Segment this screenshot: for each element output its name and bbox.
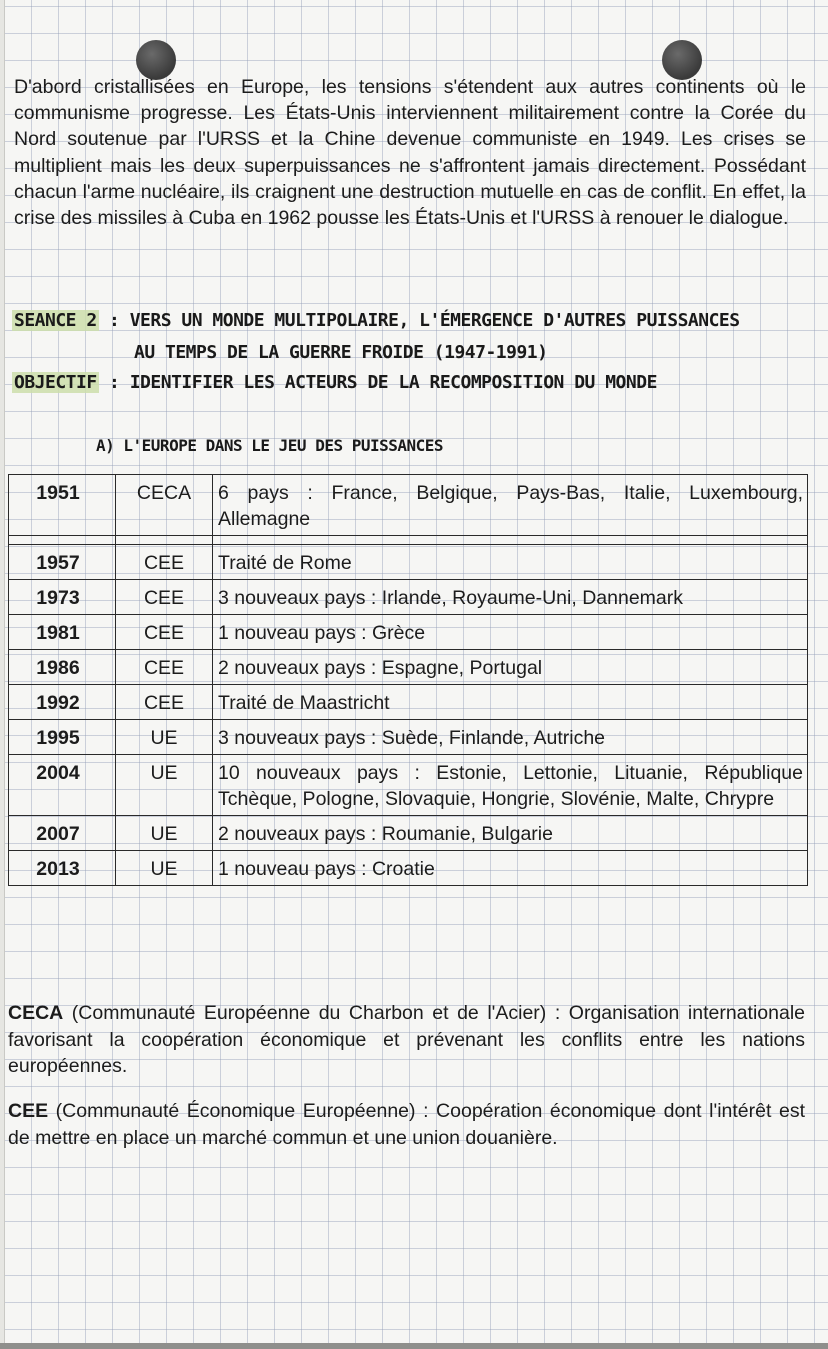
europe-timeline-table — [8, 474, 808, 886]
description-cell: 3 nouveaux pays : Irlande, Royaume-Uni, Dannemark — [213, 580, 808, 615]
section-a-heading: A) L'EUROPE DANS LE JEU DES PUISSANCES — [96, 436, 444, 455]
year-cell: 1981 — [9, 615, 116, 650]
definition-ceca — [8, 1000, 805, 1080]
spacer-cell — [116, 536, 213, 545]
year-cell: 2013 — [9, 851, 116, 886]
organization-cell: UE — [116, 720, 213, 755]
definition-cee-text: (Communauté Économique Européenne) : Coopération économique dont l'intérêt est de mettre en place un marché commun et une union douanière. — [8, 1100, 805, 1149]
description-cell: 1 nouveau pays : Croatie — [213, 851, 808, 886]
table-row — [9, 475, 808, 536]
organization-cell: UE — [116, 755, 213, 816]
table-row — [9, 650, 808, 685]
objectif-heading — [12, 372, 657, 393]
year-cell: 2007 — [9, 816, 116, 851]
seance-heading — [12, 310, 740, 331]
table-row — [9, 580, 808, 615]
table-row — [9, 755, 808, 816]
intro-paragraph: D'abord cristallisées en Europe, les tensions s'étendent aux autres continents où le communisme progresse. Les États-Unis interviennent militairement contre la Corée du Nord soutenue par l'URSS et la Chine devenue communiste en 1949. Les crises se multiplient mais les deux superpuissances ne s'affrontent jamais directement. Possédant chacun l'arme nucléaire, ils craignent une destruction mutuelle en cas de conflit. En effet, la crise des missiles à Cuba en 1962 pousse les États-Unis et l'URSS à renouer le dialogue. — [14, 76, 806, 230]
definition-cee-term: CEE — [8, 1100, 49, 1122]
description-cell: 2 nouveaux pays : Roumanie, Bulgarie — [213, 816, 808, 851]
definition-ceca-term: CECA — [8, 1002, 64, 1024]
organization-cell: CEE — [116, 545, 213, 580]
year-cell: 2004 — [9, 755, 116, 816]
seance-label: SEANCE 2 — [14, 310, 97, 331]
organization-cell: CEE — [116, 685, 213, 720]
organization-cell: UE — [116, 816, 213, 851]
organization-cell: CEE — [116, 615, 213, 650]
organization-cell: CEE — [116, 580, 213, 615]
year-cell: 1973 — [9, 580, 116, 615]
year-cell: 1995 — [9, 720, 116, 755]
seance-separator: : — [98, 310, 130, 331]
description-cell: Traité de Rome — [213, 545, 808, 580]
table-row — [9, 615, 808, 650]
year-cell: 1986 — [9, 650, 116, 685]
description-cell: 3 nouveaux pays : Suède, Finlande, Autriche — [213, 720, 808, 755]
table-row — [9, 545, 808, 580]
organization-cell: UE — [116, 851, 213, 886]
table-spacer-row — [9, 536, 808, 545]
seance-title-line2: AU TEMPS DE LA GUERRE FROIDE (1947-1991) — [134, 342, 548, 363]
year-cell: 1957 — [9, 545, 116, 580]
objectif-text: IDENTIFIER LES ACTEURS DE LA RECOMPOSITION DU MONDE — [129, 372, 657, 393]
objectif-label: OBJECTIF — [14, 372, 97, 393]
year-cell: 1992 — [9, 685, 116, 720]
table-row — [9, 851, 808, 886]
page-bottom-edge — [0, 1343, 828, 1349]
description-cell: 2 nouveaux pays : Espagne, Portugal — [213, 650, 808, 685]
year-cell: 1951 — [9, 475, 116, 536]
description-cell: 10 nouveaux pays : Estonie, Lettonie, Lituanie, République Tchèque, Pologne, Slovaquie, Hongrie, Slovénie, Malte, Chrypre — [213, 755, 808, 816]
spacer-cell — [9, 536, 116, 545]
description-cell: Traité de Maastricht — [213, 685, 808, 720]
description-cell: 1 nouveau pays : Grèce — [213, 615, 808, 650]
table-row — [9, 816, 808, 851]
definition-cee — [8, 1098, 805, 1151]
page-edge — [0, 0, 5, 1349]
spacer-cell — [213, 536, 808, 545]
description-cell: 6 pays : France, Belgique, Pays-Bas, Italie, Luxembourg, Allemagne — [213, 475, 808, 536]
seance-title-line1: VERS UN MONDE MULTIPOLAIRE, L'ÉMERGENCE D'AUTRES PUISSANCES — [129, 310, 740, 331]
objectif-separator: : — [98, 372, 130, 393]
table-row — [9, 685, 808, 720]
organization-cell: CEE — [116, 650, 213, 685]
table-row — [9, 720, 808, 755]
definition-ceca-text: (Communauté Européenne du Charbon et de l'Acier) : Organisation internationale favorisant la coopération économique et prévenant les conflits entre les nations européennes. — [8, 1002, 805, 1077]
organization-cell: CECA — [116, 475, 213, 536]
